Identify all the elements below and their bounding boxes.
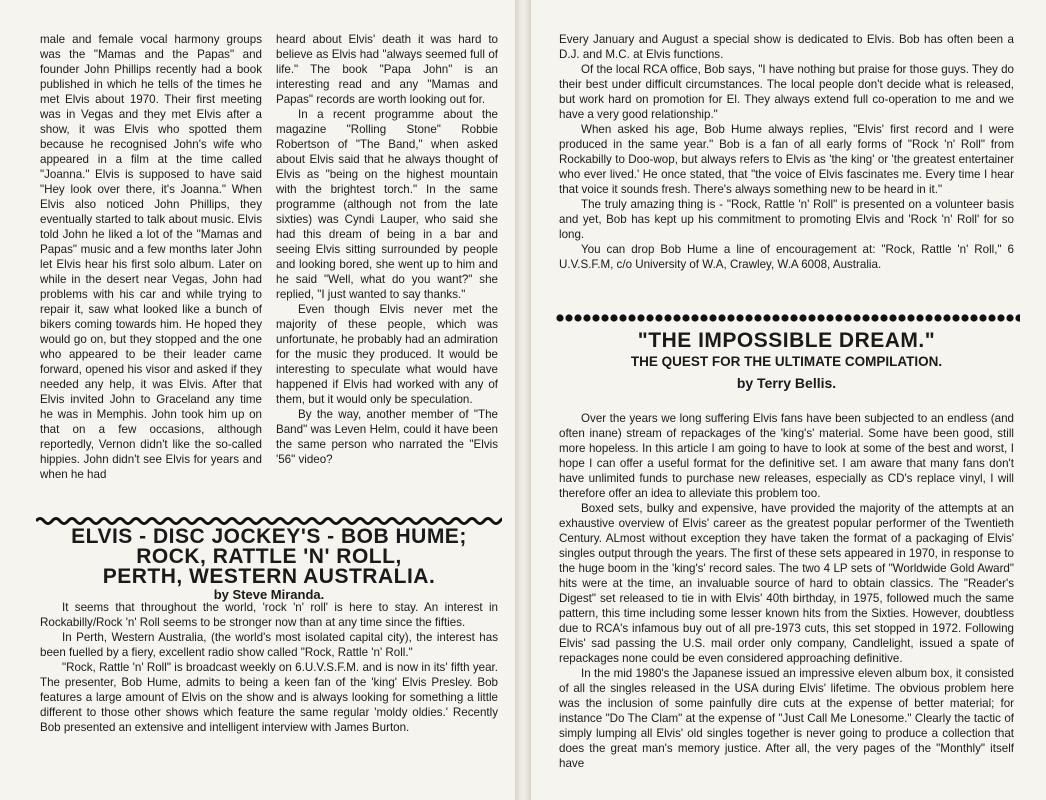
- paragraph: Of the local RCA office, Bob says, "I have nothing but praise for those guys. They do their best under difficult circumstances. The local people don't decide what is released, but work hard on promotion for El. They always extend full co-operation to me and we have a very good relationship.": [559, 63, 1014, 121]
- left-column-1: [40, 32, 262, 482]
- article-title-line-3: PERTH, WESTERN AUSTRALIA.: [102, 565, 436, 588]
- paragraph: Every January and August a special show is dedicated to Elvis. Bob has often been a D.J. and M.C. at Elvis functions.: [559, 33, 1014, 61]
- paragraph: heard about Elvis' death it was hard to believe as Elvis had "always seemed full of life." The book "Papa John" is an interesting read and any "Mamas and Papas" records are worth looking out for.: [276, 33, 498, 106]
- dotted-divider: [555, 312, 1020, 324]
- left-column-2: [276, 32, 498, 467]
- paragraph: In a recent programme about the magazine "Rolling Stone" Robbie Robertson of "The Band," when asked about Elvis said that he always thought of Elvis as "being on the highest mountain with the brightest torch." In the same programme (although not from the late sixties) was Cyndi Lauper, who said she had this dream of being in a bar and seeing Elvis sitting surrounded by people and looking bored, she went up to him and he said "Well, what do you want?" she replied, "I just wanted to say thanks.": [276, 108, 498, 301]
- article-continuation: [559, 32, 1014, 272]
- paragraph: In the mid 1980's the Japanese issued an impressive eleven album box, it consisted of all the singles released in the USA during Elvis' lifetime. The obvious problem here was the inclusion of some painfully dire cuts at the expense of better material; for instance "Do The Clam" at the expense of "Just Call Me Lonesome." Clearly the tactic of simply lumping all Elvis' old singles together is never going to produce a collection that does the great man's memory justice. After all, the very pages of the "Monthly" itself have: [559, 667, 1014, 770]
- article-subtitle: THE QUEST FOR THE ULTIMATE COMPILATION.: [630, 354, 943, 369]
- paragraph: Even though Elvis never met the majority of these people, which was unfortunate, he probably had an admiration for the music they produced. It would be interesting to speculate what would have happened if Elvis had worked with any of them, but it would only be speculation.: [276, 303, 498, 406]
- article-byline: by Steve Miranda.: [213, 587, 325, 602]
- article-title: "THE IMPOSSIBLE DREAM.": [637, 329, 936, 352]
- paragraph: You can drop Bob Hume a line of encouragement at: "Rock, Rattle 'n' Roll," 6 U.V.S.F.M, c/o University of W.A, Crawley, W.A 6008, Australia.: [559, 243, 1014, 271]
- article-title-line-1: ELVIS - DISC JOCKEY'S - BOB HUME;: [71, 525, 467, 548]
- paragraph: It seems that throughout the world, 'rock 'n' roll' is here to stay. An interest in Rockabilly/Rock 'n' Roll seems to be stronger now than at any time since the fifties.: [40, 601, 498, 629]
- article-byline: by Terry Bellis.: [736, 375, 837, 391]
- article-body: [40, 600, 498, 735]
- left-page: [0, 0, 515, 800]
- paragraph: Over the years we long suffering Elvis fans have been subjected to an endless (and often inane) stream of repackages of the 'king's' material. Some have been good, still more hopeless. In this article I am going to have to look at some of the best and worst, I hope I can offer a useful format for the definitive set. I am aware that many fans don't have unlimited funds to purchase new releases, especially as CD's replace vinyl, I will therefore offer an idea to alleviate this problem too.: [559, 412, 1014, 500]
- paragraph: In Perth, Western Australia, (the world's most isolated capital city), the interest has been fuelled by a fiery, excellent radio show called "Rock, Rattle 'n' Roll.": [40, 631, 498, 659]
- paragraph: male and female vocal harmony groups was the "Mamas and the Papas" and founder John Phillips recently had a book published in which he tells of the times he met Elvis about 1970. Their first meeting was in Vegas and they met Elvis after a show, it was Elvis who spotted them because he recognised John's wife who appeared in a film at the time called "Joanna." Elvis is supposed to have said "Hey look over there, it's Joanna." When Elvis also noticed John Phillips, they eventually started to talk about music. Elvis told John he liked a lot of the "Mamas and Papas" music and a few months later John let Elvis hear his first solo album. Later on while in the desert near Vegas, John had problems with his car and while trying to repair it, saw what looked like a bunch of bikers coming towards him. He hoped they would go on, but they stopped and the one who appeared to be their leader came forward, opened his visor and asked if they needed any help, it was Elvis. After that Elvis invited John to Graceland any time he was in Memphis. John took him up on that on a few occasions, although reportedly, Vernon didn't like the so-called hippies. John didn't see Elvis for years and when he had: [40, 33, 262, 481]
- paragraph: "Rock, Rattle 'n' Roll" is broadcast weekly on 6.U.V.S.F.M. and is now in its' fifth year. The presenter, Bob Hume, admits to being a keen fan of the 'king' Elvis Presley. Bob features a large amount of Elvis on the show and is always looking for something a little different to those other shows which feature the same regular 'moldy oldies.' Recently Bob presented an extensive and intelligent interview with James Burton.: [40, 661, 498, 734]
- paragraph: By the way, another member of "The Band" was Leven Helm, could it have been the same person who narrated the "Elvis '56" video?: [276, 408, 498, 466]
- paragraph: The truly amazing thing is - "Rock, Rattle 'n' Roll" is presented on a volunteer basis and yet, Bob has kept up his commitment to promoting Elvis and 'Rock 'n' Roll' for so long.: [559, 198, 1014, 241]
- paragraph: Boxed sets, bulky and expensive, have provided the majority of the attempts at an exhaustive overview of Elvis' career as the greatest popular performer of the Twentieth Century. ALmost without exception they have taken the format of a packaging of Elvis' singles output through the years. The first of these sets appeared in 1970, in response to the huge boom in the 'king's' record sales. The two 4 LP sets of "Worldwide Gold Award" hits were at the time, an invaluable source of hard to obtain classics. The "Reader's Digest" set released to tie in with Elvis' 40th birthday, in 1975, followed much the same pattern, this time including some lesser known hits from the Sixties. However, doubtless due to RCA's infamous buy out of all pre-1973 cuts, this set stopped in 1972. Following Elvis' sad passing the U.S. mail order only company, Candlelight, issued a spate of repackages none could be even considered approaching definitive.: [559, 502, 1014, 665]
- article-body: [559, 411, 1014, 771]
- page-gutter: [515, 0, 531, 800]
- article-title-line-2: ROCK, RATTLE 'N' ROLL,: [136, 545, 402, 568]
- right-page: [531, 0, 1046, 800]
- paragraph: When asked his age, Bob Hume always replies, "Elvis' first record and I were produced in the same year." Bob is a fan of all early forms of "Rock 'n' Roll" from Rockabilly to Doo-wop, but always refers to Elvis as 'the king' or 'the greatest entertainer who ever lived.' He once stated, that "the voice of Elvis fascinates me. Every time I hear that voice it sounds fresh. There's always something new to be heard in it.": [559, 123, 1014, 196]
